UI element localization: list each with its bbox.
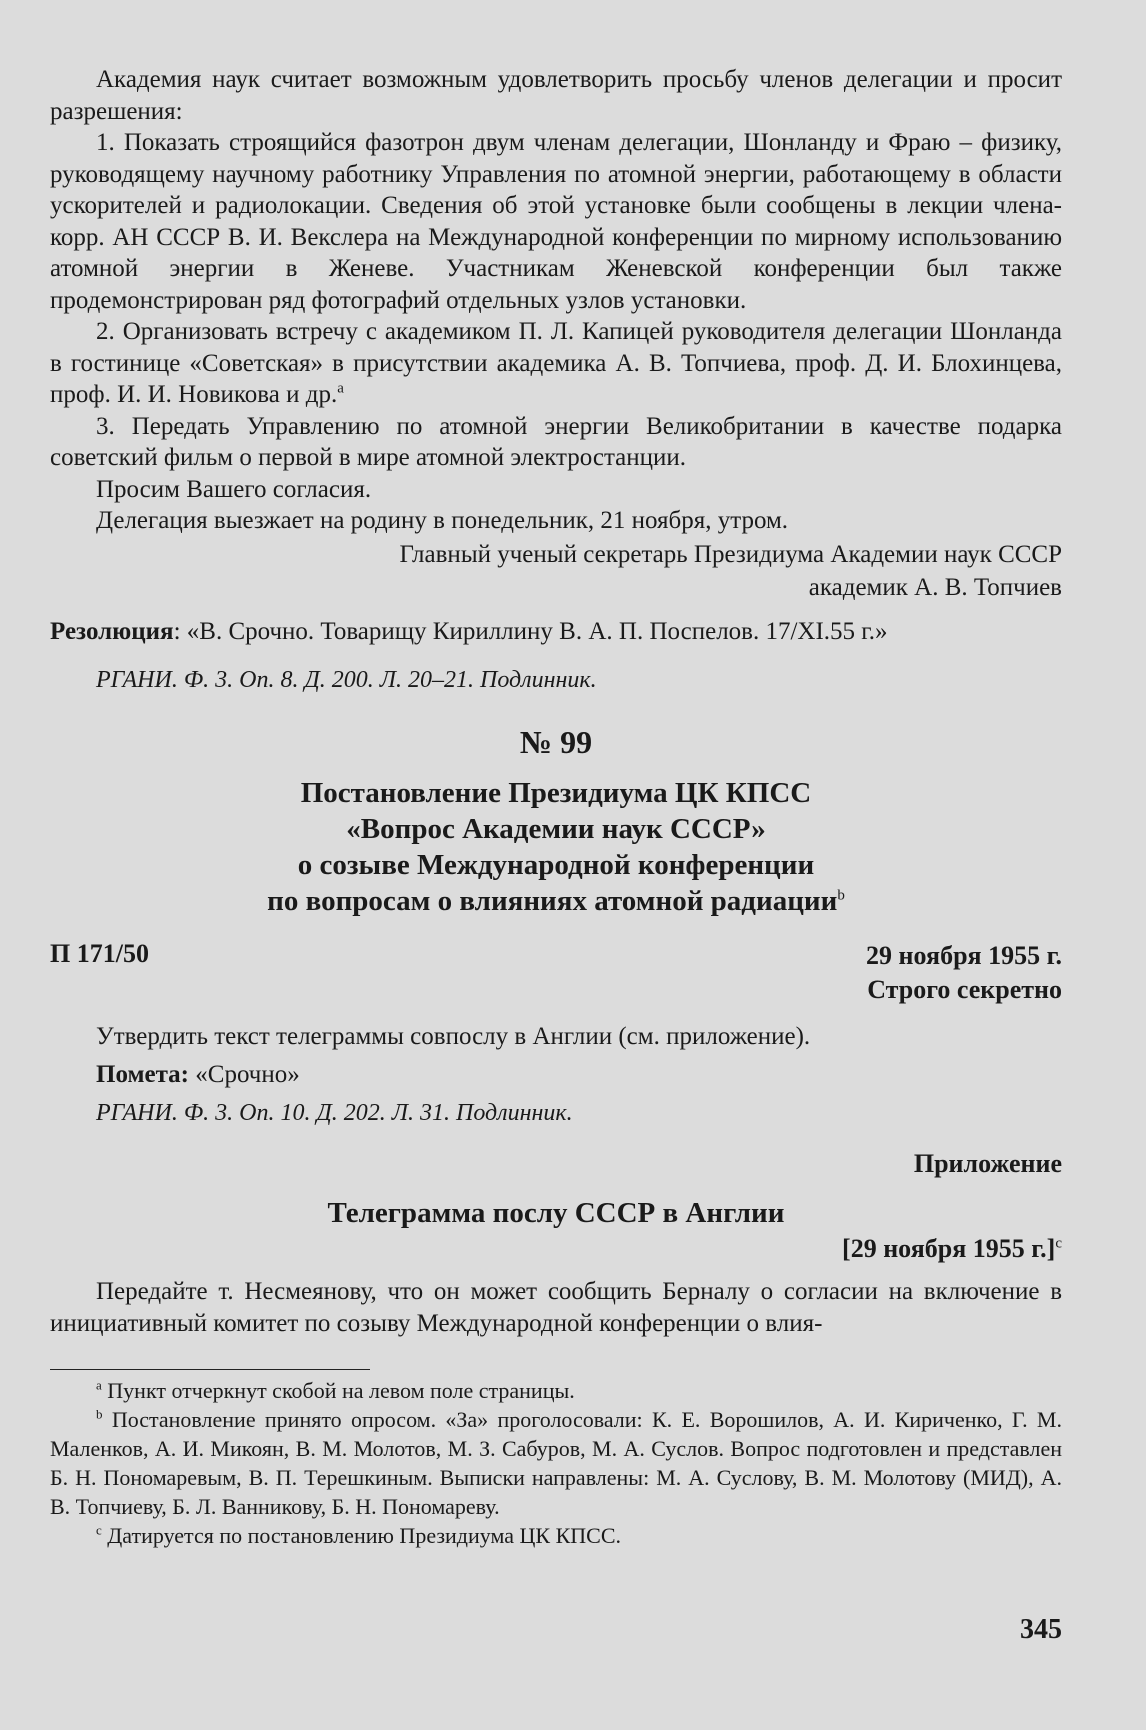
document-title-line-1: Постановление Президиума ЦК КПСС (300, 777, 812, 809)
protocol-number: П 171/50 (50, 939, 149, 968)
note-label: Помета: (96, 1060, 190, 1088)
footnote-b-text: Постановление принято опросом. «За» проголосовали: К. Е. Ворошилов, А. И. Кириченко, Г. М. Маленков, А. И. Микоян, В. М. Молотов, М. З. Сабуров, М. А. Суслов. Вопрос подготовлен и представлен Б. Н. Пономаревым, В. П. Терешкиным. Выписки направлены: М. А. Суслову, В. М. Молотову (МИД), А. В. Топчиеву, Б. Л. Ванникову, Б. Н. Пономареву. (50, 1407, 1062, 1519)
document-title-line-2: «Вопрос Академии наук СССР» (346, 813, 766, 845)
footnote-mark-a: a (337, 380, 344, 397)
note (50, 1059, 1062, 1091)
resolution-label: Резолюция (50, 617, 174, 645)
footnote-mark-c: c (1055, 1235, 1062, 1252)
footnote-a (50, 1376, 1062, 1405)
resolution-text: : «В. Срочно. Товарищу Кириллину В. А. П. Поспелов. 17/XI.55 г.» (173, 617, 888, 645)
document-date-block (866, 939, 1062, 1007)
footnote-c (50, 1521, 1062, 1550)
footnote-b (50, 1405, 1062, 1521)
document-title (50, 775, 1062, 919)
page-content (50, 64, 1062, 1550)
signature-name: академик А. В. Топчиев (808, 574, 1062, 601)
appendix-label: Приложение (913, 1149, 1062, 1178)
footnote-b-mark: b (96, 1406, 103, 1422)
classification: Строго секретно (867, 975, 1062, 1004)
telegram-title: Телеграмма послу СССР в Англии (327, 1197, 785, 1229)
letter-item-2 (50, 316, 1062, 411)
footnote-c-text: Датируется по постановлению Президиума ЦК КПСС. (101, 1523, 621, 1548)
footnote-c-mark: c (96, 1522, 102, 1538)
telegram-text: Передайте т. Несмеянову, что он может сообщить Берналу о согласии на включение в инициативный комитет по созыву Международной конференции о влия- (50, 1278, 1062, 1337)
letter-item-3: 3. Передать Управлению по атомной энергии Великобритании в качестве подарка советский фильм о первой в мире атомной электростанции. (50, 412, 1062, 471)
footnote-a-mark: a (96, 1377, 102, 1393)
document-title-line-4 (50, 883, 1062, 919)
letter-request: Просим Вашего согласия. (96, 475, 372, 503)
letter-intro: Академия наук считает возможным удовлетворить просьбу членов делегации и просит разрешения: (50, 66, 1062, 125)
footnote-divider (50, 1369, 370, 1370)
telegram-date-text: [29 ноября 1955 г.] (842, 1234, 1056, 1263)
document-number: № 99 (519, 724, 593, 760)
document-title-line-4-text: по вопросам о влияниях атомной радиации (267, 885, 838, 917)
decision-text: Утвердить текст телеграммы совпослу в Англии (см. приложение). (96, 1023, 811, 1050)
archive-reference-1: РГАНИ. Ф. 3. Оп. 8. Д. 200. Л. 20–21. Подлинник. (96, 667, 597, 693)
letter-departure: Делегация выезжает на родину в понедельник, 21 ноября, утром. (96, 507, 789, 534)
footnotes (50, 1376, 1062, 1550)
letter-item-1: 1. Показать строящийся фазотрон двум членам делегации, Шонланду и Фраю – физику, руководящему научному работнику Управления по атомной энергии, работающему в области ускорителей и радиолокации. Сведения об этой установке были сообщены в лекции члена-корр. АН СССР В. И. Векслера на Международной конференции по мирному использованию атомной энергии в Женеве. Участникам Женевской конференции был также продемонстрирован ряд фотографий отдельных узлов установки. (50, 129, 1062, 314)
document-title-line-3: о созыве Международной конференции (297, 849, 815, 881)
telegram-date (50, 1234, 1062, 1264)
footnote-mark-b: b (837, 887, 845, 904)
resolution (50, 616, 1062, 648)
footnote-a-text: Пункт отчеркнут скобой на левом поле страницы. (101, 1378, 575, 1403)
document-meta (50, 939, 1062, 1009)
letter-item-2-text: 2. Организовать встречу с академиком П. Л. Капицей руководителя делегации Шонланда в гостинице «Советская» в присутствии академика А. В. Топчиева, проф. Д. И. Блохинцева, проф. И. И. Новикова и др. (50, 318, 1062, 408)
document-date: 29 ноября 1955 г. (866, 941, 1062, 970)
signature-title: Главный ученый секретарь Президиума Академии наук СССР (399, 540, 1062, 568)
archive-reference-2: РГАНИ. Ф. 3. Оп. 10. Д. 202. Л. 31. Подлинник. (96, 1100, 573, 1126)
note-text: «Срочно» (189, 1060, 300, 1088)
page-number: 345 (1020, 1614, 1062, 1645)
